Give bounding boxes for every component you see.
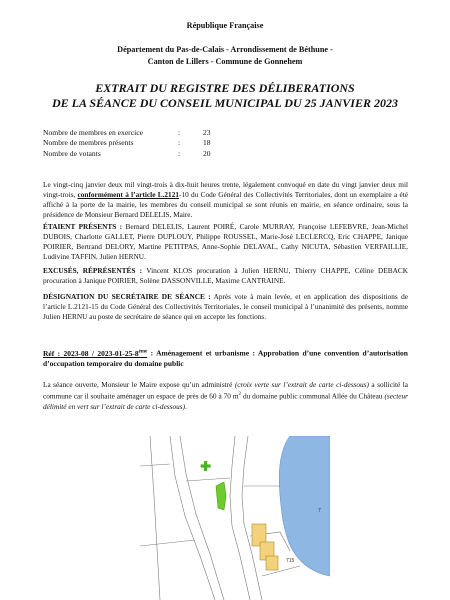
count-colon: : xyxy=(178,138,181,148)
reference-heading xyxy=(43,347,408,369)
intro-text-before: Le vingt-cinq janvier deux mil vingt-trois à dix-huit heures trente, légalement convoqué en date du vingt janvier deux mil vingt-trois, xyxy=(43,180,408,200)
count-value: 18 xyxy=(203,138,211,148)
count-value: 23 xyxy=(203,128,211,137)
count-row xyxy=(43,128,283,138)
excuses-text: Vincent KLOS procuration à Julien HERNU, Thierry CHAPPE, Céline DEBACK procuration à Janique POIRIER, Solène DASSONVILLE, Maxime CANTRAINE. xyxy=(43,266,409,286)
secretary-paragraph xyxy=(43,292,408,322)
count-colon: : xyxy=(178,148,181,158)
count-label: Nombre de membres présents xyxy=(43,138,134,148)
count-row xyxy=(43,138,283,148)
department-line-2: Canton de Lillers - Commune de Gonnehem xyxy=(147,57,303,66)
document-title xyxy=(30,81,420,111)
map-label-bottom: 715 xyxy=(286,558,295,564)
header-republic: République Française xyxy=(186,21,264,30)
reference-number xyxy=(43,349,147,358)
map-label-right: 7 xyxy=(318,508,321,514)
title-line-1: EXTRAIT DU REGISTRE DES DÉLIBERATIONS xyxy=(95,81,355,95)
intro-article-ref: conformément à l’article L.2121 xyxy=(77,190,180,200)
body-part-1: La séance ouverte, Monsieur le Maire expose qu’un administré xyxy=(43,380,235,389)
count-value: 20 xyxy=(203,148,211,158)
body-italic-2: (secteur délimité en vert sur l’extrait de carte ci-dessous) xyxy=(43,391,408,411)
count-label: Nombre de membres en exercice xyxy=(43,128,143,137)
building xyxy=(266,556,278,570)
body-part-2: a sollicité la commune car il souhaite aménager un espace de près de 60 à 70 m xyxy=(43,380,408,401)
count-label: Nombre de votants xyxy=(43,148,101,158)
intro-paragraph xyxy=(43,180,408,220)
presents-paragraph xyxy=(43,222,408,262)
count-colon: : xyxy=(178,128,181,137)
reference-sup: ème xyxy=(138,349,148,354)
department-line-1: Département du Pas-de-Calais - Arrondissement de Béthune - xyxy=(117,45,333,54)
body-paragraph xyxy=(43,380,408,412)
body-part-3: du domaine public communal Allée du Château xyxy=(241,391,385,401)
excuses-paragraph xyxy=(43,266,408,286)
body-italic-1: (croix verte sur l’extrait de carte ci-dessous) xyxy=(234,380,369,389)
excuses-label: EXCUSÉS, RÉPRÉSENTÉS : xyxy=(43,266,143,275)
count-row xyxy=(43,149,283,159)
map-svg xyxy=(140,436,330,600)
reference-subject: : Aménagement et urbanisme : Approbation d’une convention d’autorisation d’occupation temporaire du domaine public xyxy=(43,348,408,368)
presents-label: ÉTAIENT PRÉSENTS : xyxy=(43,222,123,231)
body-part-4: . xyxy=(185,401,187,411)
secretary-text: Après vote à main levée, et en application des dispositions de l’article L.2121-15 du Code Général des Collectivités Territoriales, le conseil municipal à l’unanimité des présents, nomme Julien HERNU au poste de secrétaire de séance qui en accepte les fonctions. xyxy=(43,292,408,322)
intro-text-after: -10 du Code Général des Collectivités Territoriales, dont un exemplaire a été affiché à la porte de la mairie, les membres du conseil municipal se sont réunis en mairie, en séance ordinaire, sous la présidence de Monsieur Bernard DELELIS, Maire. xyxy=(43,190,408,220)
presents-text: Bernard DELELIS, Laurent POIRÉ, Carole MURRAY, Françoise LEFEBVRE, Jean-Michel DUBOIS, Charlotte GALLET, Pierre DUPLOUY, Philippe ROUSSEL, Marie-José LECLERCQ, Eric CHAPPE, Janique POIRIER, Bertrand DELORY, Martine PETITPAS, Anne-Sophie DELAVAL, Cathy NICUTA, Sébastien VERFAILLIE, Ludivine TAFFIN, Julien HERNU. xyxy=(43,222,409,262)
member-counts xyxy=(43,128,283,159)
header-department xyxy=(60,44,390,68)
secretary-label: DÉSIGNATION DU SECRÉTAIRE DE SÉANCE : xyxy=(43,292,211,301)
title-line-2: DE LA SÉANCE DU CONSEIL MUNICIPAL DU 25 JANVIER 2023 xyxy=(52,96,398,110)
cadastral-map xyxy=(140,436,330,600)
green-sector xyxy=(216,482,226,510)
reference-id: Réf : 2023-08 / 2023-01-25-8 xyxy=(43,348,139,358)
body-sup: 2 xyxy=(238,392,242,398)
